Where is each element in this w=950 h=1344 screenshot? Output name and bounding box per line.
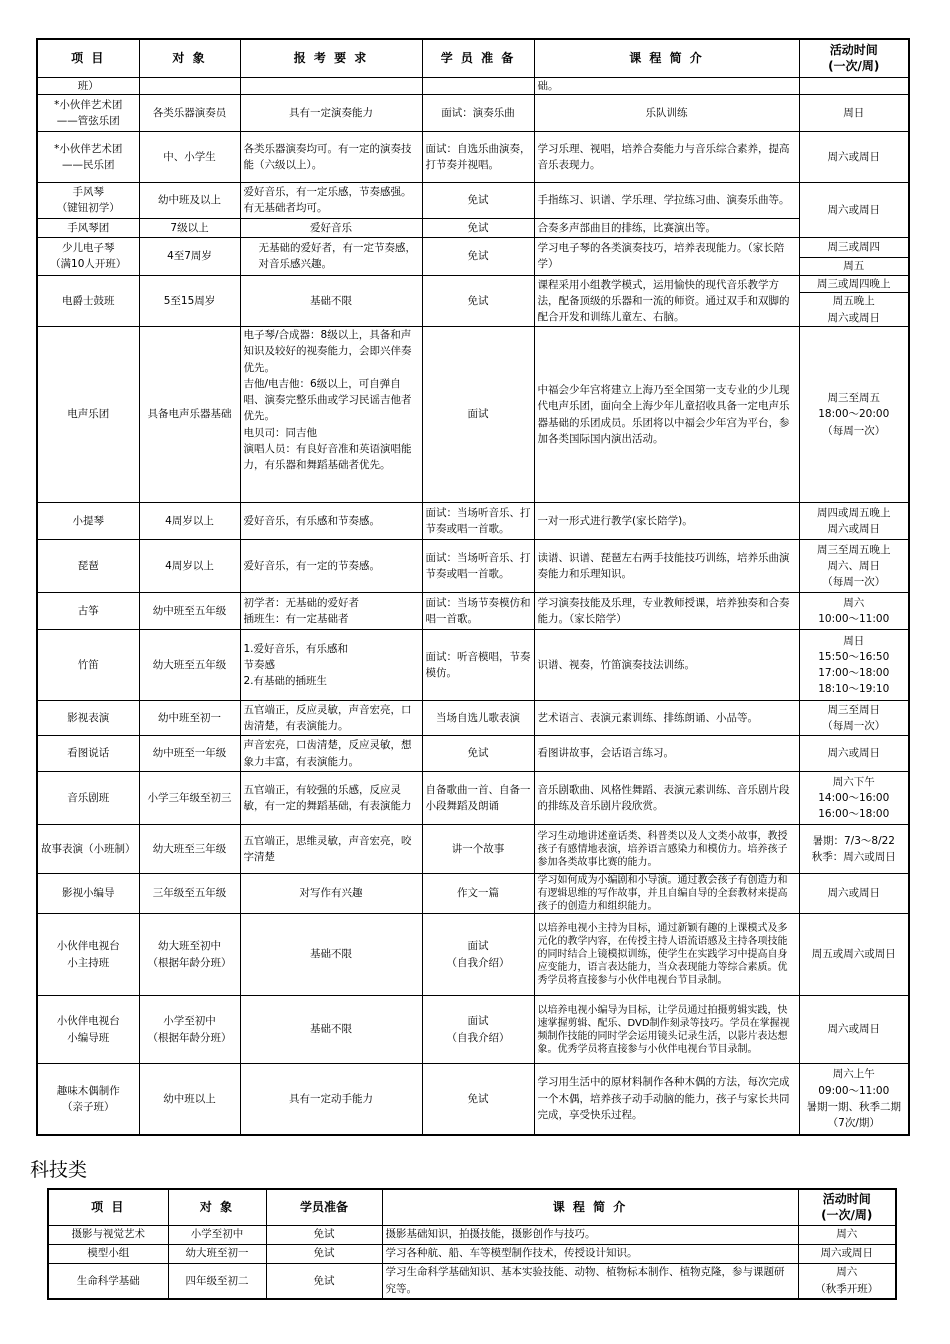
cell-target: 四年级至初二 bbox=[168, 1263, 266, 1299]
cell-requirement: 基础不限 bbox=[240, 914, 422, 996]
cell-time: 周五或周六或周日 bbox=[799, 914, 909, 996]
cell-target: 幼中班至初一 bbox=[139, 701, 240, 736]
cell-intro: 摄影基础知识，拍摄技能，摄影创作与技巧。 bbox=[382, 1225, 798, 1244]
cell-prep: 免试 bbox=[422, 275, 534, 326]
table-row bbox=[37, 701, 909, 736]
cell-requirement: 无基础的爱好者，有一定节奏感，对音乐感兴趣。 bbox=[240, 237, 422, 275]
cell-time: 周五 bbox=[799, 257, 909, 275]
cell-time: 周六或周日 bbox=[799, 874, 909, 914]
cell-prep: 免试 bbox=[422, 1064, 534, 1135]
cell-target: 幼大班至初中 （根据年龄分班） bbox=[139, 914, 240, 996]
cell-target: 小学三年级至初三 bbox=[139, 772, 240, 825]
cell-intro: 以培养电视小编导为目标，让学员通过拍摄剪辑实践，快速掌握剪辑、配乐、DVD制作刻录等技巧。学员在掌握视频制作技能的同时学会运用镜头记录生活，以影片表达想象。优秀学员将直接参与小伙伴电视台节目录制。 bbox=[534, 996, 799, 1064]
cell-time: 周日 15:50～16:50 17:00～18:00 18:10～19:10 bbox=[799, 630, 909, 701]
cell-time: 周六或周日 bbox=[799, 996, 909, 1064]
cell-requirement: 电子琴/合成器：8级以上，具备和声知识及较好的视奏能力，会即兴伴奏优先。 吉他/电吉他：6级以上，可自弹自唱、演奏完整乐曲或学习民谣吉他者优先。 电贝司：同吉他 演唱人员：有良好音准和英语演唱能力，有乐器和舞蹈基础者优先。 bbox=[240, 327, 422, 503]
table-row bbox=[37, 996, 909, 1064]
cell-prep: 自备歌曲一首、自备一小段舞蹈及朗诵 bbox=[422, 772, 534, 825]
cell-target: 幼中班及以上 bbox=[139, 182, 240, 218]
cell-time: 周三至周五 18:00～20:00 （每周一次） bbox=[799, 327, 909, 503]
cell-item: 影视小编导 bbox=[37, 874, 139, 914]
cell-target bbox=[139, 77, 240, 94]
cell-time: 周六或周日 bbox=[798, 1244, 896, 1263]
cell-prep: 免试 bbox=[422, 736, 534, 772]
cell-item: 影视表演 bbox=[37, 701, 139, 736]
cell-intro: 读谱、识谱、琵琶左右两手技能技巧训练，培养乐曲演奏能力和乐理知识。 bbox=[534, 540, 799, 593]
table-header-row bbox=[48, 1189, 896, 1225]
cell-prep: 免试 bbox=[266, 1263, 382, 1299]
cell-time: 周三或周四晚上 bbox=[799, 275, 909, 292]
cell-intro: 学习演奏技能及乐理，专业教师授课，培养独奏和合奏能力。（家长陪学） bbox=[534, 593, 799, 630]
header-prep: 学 员 准 备 bbox=[422, 39, 534, 77]
cell-requirement: 初学者：无基础的爱好者 插班生：有一定基础者 bbox=[240, 593, 422, 630]
cell-intro: 看图讲故事，会话语言练习。 bbox=[534, 736, 799, 772]
cell-target: 幼中班至五年级 bbox=[139, 593, 240, 630]
cell-target: 中、小学生 bbox=[139, 131, 240, 182]
cell-intro: 学习乐理、视唱，培养合奏能力与音乐综合素养，提高音乐表现力。 bbox=[534, 131, 799, 182]
table-row bbox=[37, 593, 909, 630]
header-requirement: 报 考 要 求 bbox=[240, 39, 422, 77]
cell-intro: 乐队训练 bbox=[534, 94, 799, 131]
cell-intro: 学习如何成为小编剧和小导演。通过教会孩子有创造力和有逻辑思维的写作故事，并且自编自导的全套教材来提高孩子的创造力和组织能力。 bbox=[534, 874, 799, 914]
cell-requirement: 爱好音乐，有乐感和节奏感。 bbox=[240, 503, 422, 540]
cell-time: 周六上午 09:00～11:00 暑期一期、秋季二期 （7次/期） bbox=[799, 1064, 909, 1135]
cell-target: 4至7周岁 bbox=[139, 237, 240, 275]
cell-target: 具备电声乐器基础 bbox=[139, 327, 240, 503]
table-row bbox=[37, 131, 909, 182]
cell-target: 小学至初中 （根据年龄分班） bbox=[139, 996, 240, 1064]
cell-item: 小伙伴电视台 小编导班 bbox=[37, 996, 139, 1064]
cell-requirement: 具有一定动手能力 bbox=[240, 1064, 422, 1135]
cell-intro: 手指练习、识谱、学乐理、学拉练习曲、演奏乐曲等。 bbox=[534, 182, 799, 218]
cell-intro: 合奏多声部曲目的排练，比赛演出等。 bbox=[534, 218, 799, 237]
cell-requirement: 1.爱好音乐，有乐感和 节奏感 2.有基础的插班生 bbox=[240, 630, 422, 701]
header-target: 对 象 bbox=[139, 39, 240, 77]
table-row bbox=[37, 874, 909, 914]
cell-prep: 免试 bbox=[266, 1244, 382, 1263]
cell-intro: 课程采用小组教学模式，运用愉快的现代音乐教学方法，配备顶级的乐器和一流的师资。通过双手和双脚的配合开发和训练儿童左、右脑。 bbox=[534, 275, 799, 326]
cell-requirement: 对写作有兴趣 bbox=[240, 874, 422, 914]
table-row bbox=[37, 218, 909, 237]
header-intro: 课 程 简 介 bbox=[534, 39, 799, 77]
cell-item: 竹笛 bbox=[37, 630, 139, 701]
table-row bbox=[37, 182, 909, 218]
cell-intro: 学习生动地讲述童话类、科普类以及人文类小故事，教授孩子有感情地表演，培养语言感染力和模仿力。培养孩子参加各类故事比赛的能力。 bbox=[534, 825, 799, 874]
cell-item: 电爵士鼓班 bbox=[37, 275, 139, 326]
cell-target: 幼大班至初一 bbox=[168, 1244, 266, 1263]
cell-time: 周六 （秋季开班） bbox=[798, 1263, 896, 1299]
cell-prep: 面试：当场听音乐、打节奏或唱一首歌。 bbox=[422, 540, 534, 593]
cell-item: 班） bbox=[37, 77, 139, 94]
header-item: 项 目 bbox=[48, 1189, 168, 1225]
cell-intro: 艺术语言、表演元素训练、排练朗诵、小品等。 bbox=[534, 701, 799, 736]
table-row bbox=[37, 825, 909, 874]
table-row bbox=[37, 237, 909, 257]
cell-requirement: 具有一定演奏能力 bbox=[240, 94, 422, 131]
header-item: 项 目 bbox=[37, 39, 139, 77]
table-row bbox=[37, 772, 909, 825]
cell-target: 幼中班至一年级 bbox=[139, 736, 240, 772]
cell-target: 7级以上 bbox=[139, 218, 240, 237]
section-title-technology: 科技类 bbox=[30, 1159, 88, 1181]
cell-requirement: 爱好音乐，有一定的节奏感。 bbox=[240, 540, 422, 593]
table-header-row bbox=[37, 39, 909, 77]
cell-prep: 面试：演奏乐曲 bbox=[422, 94, 534, 131]
cell-requirement: 五官端正，反应灵敏，声音宏亮，口齿清楚，有表演能力。 bbox=[240, 701, 422, 736]
cell-prep: 免试 bbox=[266, 1225, 382, 1244]
cell-item: 琵琶 bbox=[37, 540, 139, 593]
cell-intro: 以培养电视小主持为目标，通过新颖有趣的上课模式及多元化的教学内容，在传授主持人语流语感及主持各项技能的同时结合上镜模拟训练，使学生在实践学习中提高自身应变能力，语言表达能力，当众表现能力等综合素质。优秀学员将直接参与小伙伴电视台节目录制。 bbox=[534, 914, 799, 996]
cell-time: 周六或周日 bbox=[799, 736, 909, 772]
table-row bbox=[37, 503, 909, 540]
cell-item: 趣味木偶制作 （亲子班） bbox=[37, 1064, 139, 1135]
cell-target: 5至15周岁 bbox=[139, 275, 240, 326]
cell-prep: 免试 bbox=[422, 237, 534, 275]
cell-time: 周三至周五晚上 周六、周日 （每周一次） bbox=[799, 540, 909, 593]
cell-item: *小伙伴艺术团 ——民乐团 bbox=[37, 131, 139, 182]
cell-prep: 面试：当场节奏模仿和唱一首歌。 bbox=[422, 593, 534, 630]
cell-intro: 础。 bbox=[534, 77, 799, 94]
cell-item: 小提琴 bbox=[37, 503, 139, 540]
header-target: 对 象 bbox=[168, 1189, 266, 1225]
arts-course-table bbox=[36, 38, 910, 1136]
table-row bbox=[37, 1064, 909, 1135]
cell-item: 少儿电子琴 （满10人开班） bbox=[37, 237, 139, 275]
table-row bbox=[37, 77, 909, 94]
table-row bbox=[48, 1225, 896, 1244]
table-row bbox=[37, 94, 909, 131]
cell-item: 音乐剧班 bbox=[37, 772, 139, 825]
cell-intro: 学习用生活中的原材料制作各种木偶的方法，每次完成一个木偶，培养孩子动手动脑的能力，孩子与家长共同完成，享受快乐过程。 bbox=[534, 1064, 799, 1135]
cell-item: 古筝 bbox=[37, 593, 139, 630]
header-time: 活动时间 (一次/周) bbox=[799, 39, 909, 77]
cell-time: 周五晚上 bbox=[799, 293, 909, 310]
cell-target: 小学至初中 bbox=[168, 1225, 266, 1244]
cell-intro: 学习各种航、船、车等模型制作技术，传授设计知识。 bbox=[382, 1244, 798, 1263]
table-row bbox=[37, 630, 909, 701]
table-row bbox=[48, 1263, 896, 1299]
cell-prep: 面试 （自我介绍） bbox=[422, 914, 534, 996]
cell-prep: 免试 bbox=[422, 218, 534, 237]
cell-requirement: 声音宏亮，口齿清楚，反应灵敏，想象力丰富，有表演能力。 bbox=[240, 736, 422, 772]
table-row bbox=[37, 540, 909, 593]
cell-prep bbox=[422, 77, 534, 94]
cell-item: 故事表演（小班制） bbox=[37, 825, 139, 874]
table-row bbox=[37, 736, 909, 772]
cell-requirement: 五官端正，思维灵敏，声音宏亮，咬字清楚 bbox=[240, 825, 422, 874]
cell-target: 幼中班以上 bbox=[139, 1064, 240, 1135]
cell-item: 模型小组 bbox=[48, 1244, 168, 1263]
cell-prep: 当场自选儿歌表演 bbox=[422, 701, 534, 736]
technology-course-table bbox=[47, 1188, 897, 1300]
cell-requirement: 爱好音乐，有一定乐感，节奏感强。有无基础者均可。 bbox=[240, 182, 422, 218]
cell-item: *小伙伴艺术团 ——管弦乐团 bbox=[37, 94, 139, 131]
table-row bbox=[37, 327, 909, 503]
cell-time: 周六 10:00～11:00 bbox=[799, 593, 909, 630]
cell-prep: 作文一篇 bbox=[422, 874, 534, 914]
cell-target: 幼大班至五年级 bbox=[139, 630, 240, 701]
cell-time bbox=[799, 77, 909, 94]
header-prep: 学员准备 bbox=[266, 1189, 382, 1225]
cell-time: 周六或周日 bbox=[799, 310, 909, 327]
cell-prep: 讲一个故事 bbox=[422, 825, 534, 874]
table-row bbox=[37, 914, 909, 996]
cell-intro: 识谱、视奏，竹笛演奏技法训练。 bbox=[534, 630, 799, 701]
cell-intro: 学习生命科学基础知识、基本实验技能、动物、植物标本制作、植物克隆，参与课题研究等。 bbox=[382, 1263, 798, 1299]
cell-time: 周三或周四 bbox=[799, 237, 909, 257]
cell-time: 周六或周日 bbox=[799, 131, 909, 182]
header-time: 活动时间 (一次/周) bbox=[798, 1189, 896, 1225]
cell-time: 周三至周日 （每周一次） bbox=[799, 701, 909, 736]
cell-prep: 面试：自选乐曲演奏，打节奏并视唱。 bbox=[422, 131, 534, 182]
cell-time: 周六或周日 bbox=[799, 182, 909, 237]
cell-target: 三年级至五年级 bbox=[139, 874, 240, 914]
cell-time: 周日 bbox=[799, 94, 909, 131]
cell-item: 看图说话 bbox=[37, 736, 139, 772]
cell-prep: 面试：当场听音乐、打节奏或唱一首歌。 bbox=[422, 503, 534, 540]
cell-prep: 面试 bbox=[422, 327, 534, 503]
table-row bbox=[37, 275, 909, 292]
cell-item: 电声乐团 bbox=[37, 327, 139, 503]
cell-intro: 音乐剧歌曲、风格性舞蹈、表演元素训练、音乐剧片段的排练及音乐剧片段欣赏。 bbox=[534, 772, 799, 825]
cell-target: 4周岁以上 bbox=[139, 503, 240, 540]
cell-time: 周六 bbox=[798, 1225, 896, 1244]
cell-prep: 免试 bbox=[422, 182, 534, 218]
cell-item: 手风琴 （键钮初学） bbox=[37, 182, 139, 218]
cell-item: 生命科学基础 bbox=[48, 1263, 168, 1299]
cell-intro: 一对一形式进行教学(家长陪学)。 bbox=[534, 503, 799, 540]
cell-requirement: 基础不限 bbox=[240, 996, 422, 1064]
cell-time: 周四或周五晚上 周六或周日 bbox=[799, 503, 909, 540]
cell-time: 周六下午 14:00～16:00 16:00～18:00 bbox=[799, 772, 909, 825]
cell-item: 小伙伴电视台 小主持班 bbox=[37, 914, 139, 996]
cell-requirement bbox=[240, 77, 422, 94]
cell-requirement: 爱好音乐 bbox=[240, 218, 422, 237]
cell-target: 幼大班至三年级 bbox=[139, 825, 240, 874]
table-row bbox=[48, 1244, 896, 1263]
cell-item: 手风琴团 bbox=[37, 218, 139, 237]
cell-item: 摄影与视觉艺术 bbox=[48, 1225, 168, 1244]
cell-intro: 中福会少年宫将建立上海乃至全国第一支专业的少儿现代电声乐团，面向全上海少年儿童招收具备一定电声乐器基础的乐团成员。乐团将以中福会少年宫为平台，参加各类国际国内演出活动。 bbox=[534, 327, 799, 503]
cell-prep: 面试 （自我介绍） bbox=[422, 996, 534, 1064]
cell-time: 暑期：7/3～8/22 秋季：周六或周日 bbox=[799, 825, 909, 874]
cell-target: 各类乐器演奏员 bbox=[139, 94, 240, 131]
cell-requirement: 各类乐器演奏均可。有一定的演奏技能（六级以上）。 bbox=[240, 131, 422, 182]
cell-prep: 面试：听音模唱，节奏模仿。 bbox=[422, 630, 534, 701]
cell-target: 4周岁以上 bbox=[139, 540, 240, 593]
cell-intro: 学习电子琴的各类演奏技巧，培养表现能力。（家长陪学） bbox=[534, 237, 799, 275]
header-intro: 课 程 简 介 bbox=[382, 1189, 798, 1225]
cell-requirement: 基础不限 bbox=[240, 275, 422, 326]
cell-requirement: 五官端正，有较强的乐感，反应灵敏，有一定的舞蹈基础，有表演能力 bbox=[240, 772, 422, 825]
